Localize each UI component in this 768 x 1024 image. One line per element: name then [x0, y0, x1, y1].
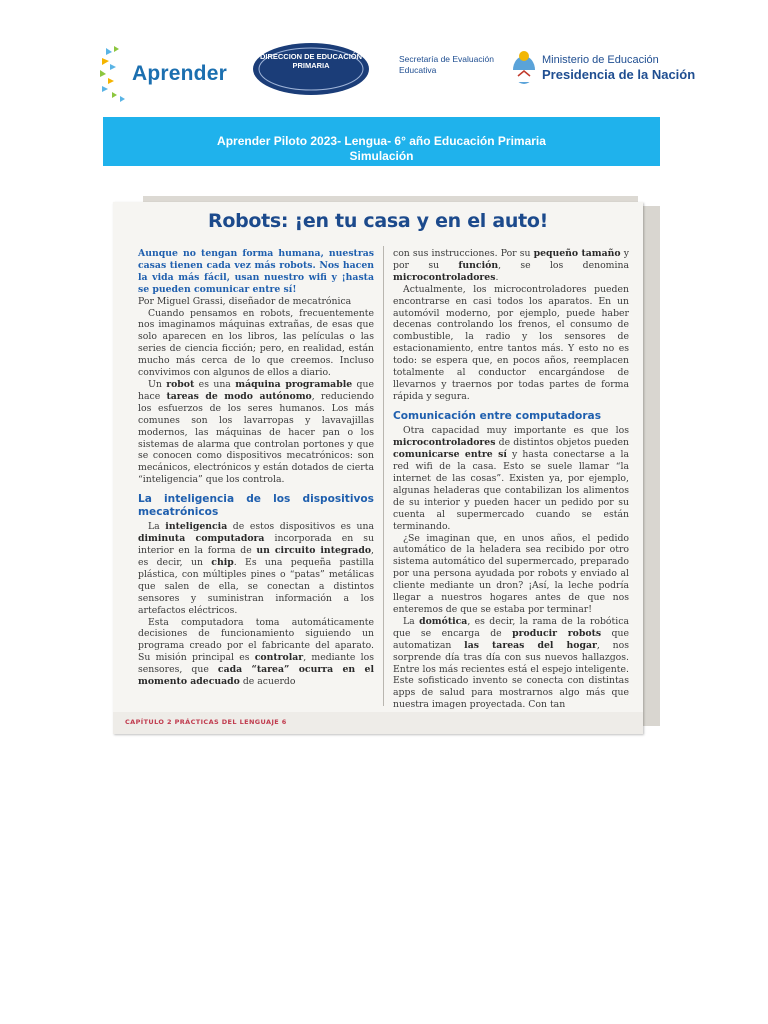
- article-page: [113, 202, 643, 734]
- paragraph-1: Cuando pensamos en robots, frecuentemente nos imaginamos máquinas extrañas, de esas que solo aparecen en los libros, las películas o las series de ciencia ficción; pero, en realidad, están mucho más cerca de lo que creemos. Incluso convivimos con algunos de ellos a diario.: [138, 307, 374, 379]
- paragraph-2: Un robot es una máquina programable que hace tareas de modo autónomo, reduciendo los esfuerzos de los seres humanos. Los más comunes son los lavarropas y lavavajillas modernos, las máquinas de hacer pan o los sistemas de alarma que controlan portones y que se conocen como dispositivos mecatrónicos: son mecánicos, electrónicos y están dotados de cierta “inteligencia” que los controla.: [138, 378, 374, 486]
- article-lead: Aunque no tengan forma humana, nuestras casas tienen cada vez más robots. Nos hacen la vida más fácil, usan nuestro wifi y ¡hasta se pueden comunicar entre sí!: [138, 248, 374, 295]
- subheading-comunicacion: Comunicación entre computadoras: [393, 409, 602, 422]
- ministerio-line1: Ministerio de Educación: [542, 54, 659, 66]
- article-byline: Por Miguel Grassi, diseñador de mecatrónica: [138, 295, 352, 307]
- paragraph-6: Actualmente, los microcontroladores pueden encontrarse en casi todos los aparatos. En un automóvil moderno, por ejemplo, puede haber decenas controlando los frenos, el consumo de combustible, la radio y los sensores de estacionamiento, entre tantos más. Y esto no es todo: se espera que, en pocos años, reemplacen totalmente al conductor encargándose de llevarnos y traernos por todas partes de forma rápida y segura.: [393, 283, 629, 402]
- chapter-label: CAPÍTULO 2 PRÁCTICAS DEL LENGUAJE 6: [125, 718, 287, 726]
- paragraph-5: con sus instrucciones. Por su pequeño tamaño y por su función, se los denomina microcontroladores.: [393, 248, 629, 283]
- aprender-logo-text: Aprender: [132, 62, 227, 85]
- column-divider: [383, 246, 384, 706]
- banner-line1: Aprender Piloto 2023- Lengua- 6° año Educación Primaria: [217, 134, 546, 148]
- paragraph-8: ¿Se imaginan que, en unos años, el pedido automático de la heladera sea recibido por otro sistema automático del supermercado, preparado por una persona ayudada por robots y enviado al cliente mediante un dron? ¡Así, la leche podría llegar a nuestros hogares antes de que nos enteremos de que se estaba por terminar!: [393, 532, 629, 615]
- argentina-coat-of-arms-icon: [510, 48, 538, 88]
- paragraph-9: La domótica, es decir, la rama de la robótica que se encarga de producir robots que automatizan las tareas del hogar, nos sorprende día tras día con sus nuevos hallazgos. Entre los más recientes está el espejo inteligente. Este sofisticado invento se conecta con distintas apps de salud para mostrarnos algo más que nuestra imagen proyectada. Con tan: [393, 615, 629, 711]
- ministerio-line2: Presidencia de la Nación: [542, 67, 696, 82]
- header-logos: [96, 38, 708, 110]
- paragraph-3: La inteligencia de estos dispositivos es una diminuta computadora incorporada en su interior en la forma de un circuito integrado, es decir, un chip. Es una pequeña pastilla plástica, con múltiples pines o “patas” metálicas que salen de ella, se conectan a distintos sensores y suministran información a los artefactos eléctricos.: [138, 521, 375, 616]
- aprender-logo: [96, 42, 236, 102]
- paragraph-4: Esta computadora toma automáticamente decisiones de funcionamiento siguiendo un programa creado por el fabricante del aparato. Su misión principal es controlar, mediante los sensores, que cada “tarea” ocurra en el momento adecuado de acuerdo: [138, 616, 375, 688]
- secretaria-logo-text: Secretaría de Evaluación Educativa: [399, 54, 494, 75]
- subheading-inteligencia: La inteligencia de los dispositivos mecatrónicos: [138, 493, 374, 518]
- direccion-logo-text: DIRECCION DE EDUCACIÓN PRIMARIA: [259, 52, 363, 70]
- aprender-butterflies-icon: [96, 42, 132, 102]
- ministerio-logo: [508, 46, 708, 96]
- page-footer: [113, 712, 643, 734]
- article-title: Robots: ¡en tu casa y en el auto!: [208, 210, 548, 232]
- exam-banner: [103, 117, 660, 166]
- banner-line2: Simulación: [349, 149, 414, 163]
- article-column-right: [393, 248, 629, 711]
- article-scan: [113, 196, 661, 734]
- direccion-primaria-logo: [252, 42, 370, 96]
- article-column-left: [138, 248, 374, 688]
- paragraph-7: Otra capacidad muy importante es que los microcontroladores de distintos objetos pueden comunicarse entre sí y hasta conectarse a la red wifi de la casa. Esto se suele llamar “la internet de las cosas”. Existen ya, por ejemplo, algunas heladeras que contabilizan los alimentos de su interior y pueden hacer un pedido por su cuenta al supermercado cuando se están terminando.: [393, 425, 629, 532]
